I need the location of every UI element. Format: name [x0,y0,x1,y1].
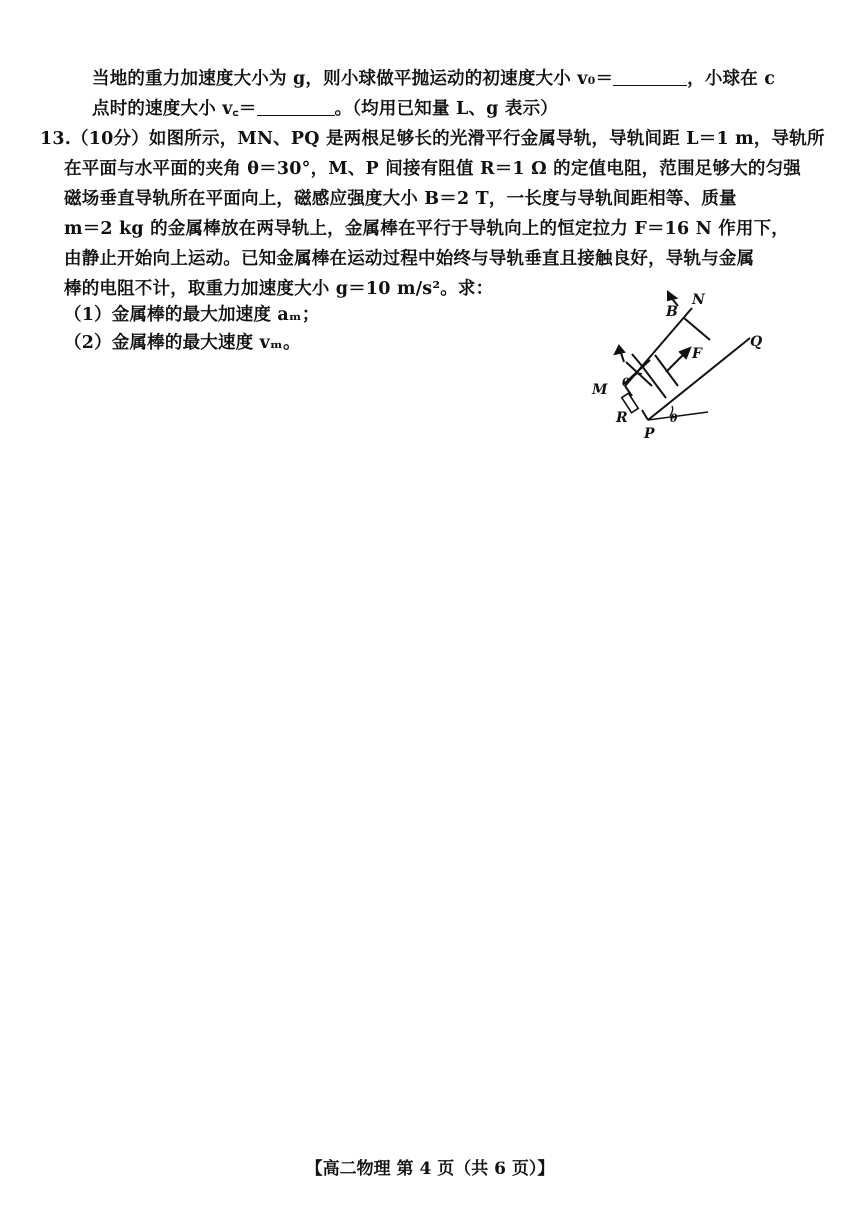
label-theta-p: θ [670,412,678,425]
label-q: Q [750,334,763,350]
frame-top-edge [684,318,710,340]
label-f: F [692,346,702,362]
label-m: M [592,382,608,398]
q13-line-4: m＝2 kg 的金属棒放在两导轨上，金属棒在平行于导轨向上的恒定拉力 F＝16 N 作用下， [64,219,789,239]
frame-left-edge [632,354,642,366]
page-footer: 【高二物理 第 4 页（共 6 页）】 [305,1159,555,1179]
metal-bar-lower [642,366,666,398]
q12-line-1-tail: ，小球在 c [687,69,776,89]
answer-blank-v0[interactable] [613,67,687,86]
label-theta-m: θ [622,376,630,389]
q13-line-5: 由静止开始向上运动。已知金属棒在运动过程中始终与导轨垂直且接触良好，导轨与金属 [64,249,755,269]
q13-sub-question-2: （2）金属棒的最大速度 vₘ。 [64,333,301,353]
q13-sub-question-1: （1）金属棒的最大加速度 aₘ； [64,305,320,325]
q12-line-1 [92,66,775,92]
q13-line-1: 13.（10分）如图所示，MN、PQ 是两根足够长的光滑平行金属导轨，导轨间距 L＝1 m，导轨所 [40,129,825,149]
answer-blank-vc[interactable] [257,97,335,116]
q12-line-2-tail: 。（均用已知量 L、g 表示） [334,99,558,119]
q13-line-3: 磁场垂直导轨所在平面向上，磁感应强度大小 B＝2 T，一长度与导轨间距相等、质量 [64,189,737,209]
q12-line-1-text: 当地的重力加速度大小为 g，则小球做平抛运动的初速度大小 v₀＝ [92,69,614,89]
b-arrow-head [668,292,676,300]
label-r: R [616,410,628,426]
q12-line-2 [92,96,558,122]
wire-r-p [642,410,648,420]
left-arrow-head [615,346,624,354]
label-p: P [644,426,655,442]
q13-line-2: 在平面与水平面的夹角 θ＝30°，M、P 间接有阻值 R＝1 Ω 的定值电阻，范围足够大的匀强 [64,159,801,179]
label-b: B [666,304,678,320]
q13-line-6: 棒的电阻不计，取重力加速度大小 g＝10 m/s²。求： [64,279,494,299]
inclined-rails-figure [580,288,800,448]
q12-line-2-text: 点时的速度大小 v꜀＝ [92,99,257,119]
label-n: N [692,292,705,308]
